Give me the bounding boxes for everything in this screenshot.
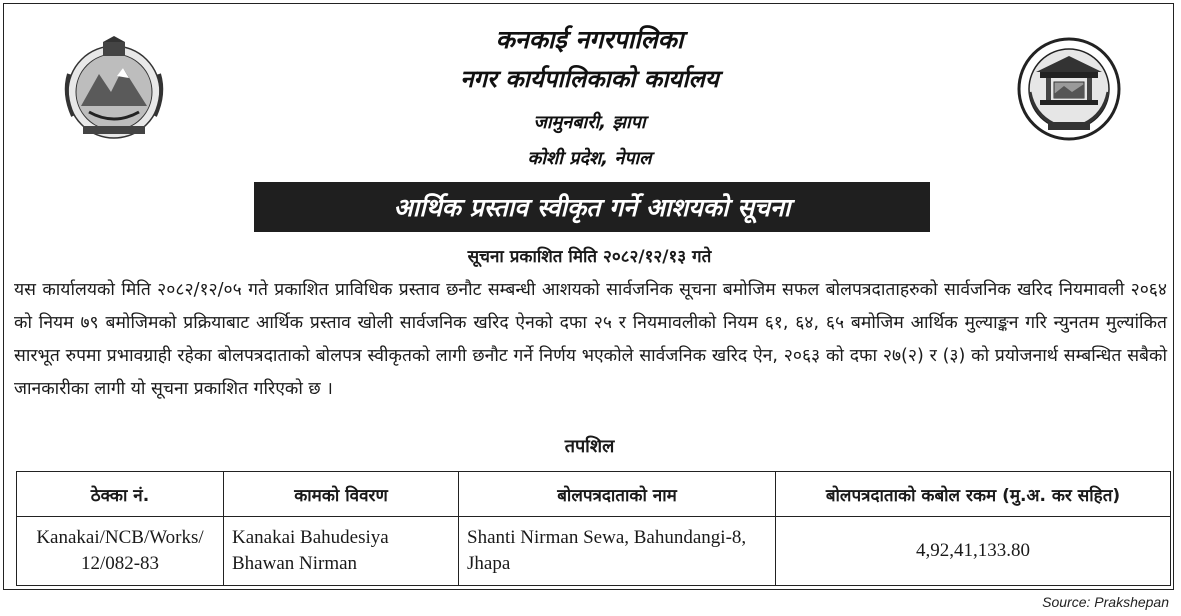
cell-contract-no: Kanakai/NCB/Works/ 12/082-83 (17, 517, 224, 586)
publication-date: सूचना प्रकाशित मिति २०८२/१२/१३ गते (467, 247, 712, 267)
header-bid-amount: बोलपत्रदाताको कबोल रकम (मु.अ. कर सहित) (776, 472, 1171, 517)
table-header-row (17, 472, 1171, 517)
notice-frame (3, 3, 1174, 590)
notice-body: यस कार्यालयको मिति २०८२/१२/०५ गते प्रकाशित प्राविधिक प्रस्ताव छनौट सम्बन्धी आशयको सार्वजनिक सूचना बमोजिम सफल बोलपत्रदाताहरुको सार्वजनिक खरिद नियमावली २०६४ को नियम ७९ बमोजिमको प्रक्रियाबाट आर्थिक प्रस्ताव खोली सार्वजनिक खरिद ऐनको दफा २५ र नियमावलीको नियम ६१, ६४, ६५ बमोजिम आर्थिक मुल्याङ्कन गरि न्युनतम मुल्यांकित सारभूत रुपमा प्रभावग्राही रहेका बोलपत्रदाताको बोलपत्र स्वीकृतको लागी छनौट गर्ने निर्णय भएकोले सार्वजनिक खरिद ऐन, २०६३ को दफा २७(२) र (३) को प्रयोजनार्थ सम्बन्धित सबैको जानकारीका लागी यो सूचना प्रकाशित गरिएको छ । (14, 280, 1167, 399)
table-row (17, 517, 1171, 586)
header-contract-no: ठेक्का नं. (17, 472, 224, 517)
cell-bid-amount: 4,92,41,133.80 (776, 517, 1171, 586)
office-province: कोशी प्रदेश, नेपाल (527, 148, 652, 169)
office-address: जामुनबारी, झापा (533, 112, 646, 133)
municipality-name: कनकाई नगरपालिका (495, 25, 684, 54)
cell-bidder-name: Shanti Nirman Sewa, Bahundangi-8, Jhapa (459, 517, 776, 586)
header-work-description: कामको विवरण (224, 472, 459, 517)
schedule-heading: तपशिल (564, 436, 615, 457)
header-bidder-name: बोलपत्रदाताको नाम (459, 472, 776, 517)
notice-title (254, 182, 930, 232)
cell-work-description: Kanakai Bahudesiya Bhawan Nirman (224, 517, 459, 586)
office-name: नगर कार्यपालिकाको कार्यालय (460, 65, 719, 93)
notice-title-text: आर्थिक प्रस्ताव स्वीकृत गर्ने आशयको सूचना (393, 193, 791, 222)
source-credit: Source: Prakshepan (1042, 594, 1169, 610)
award-table (16, 471, 1171, 586)
